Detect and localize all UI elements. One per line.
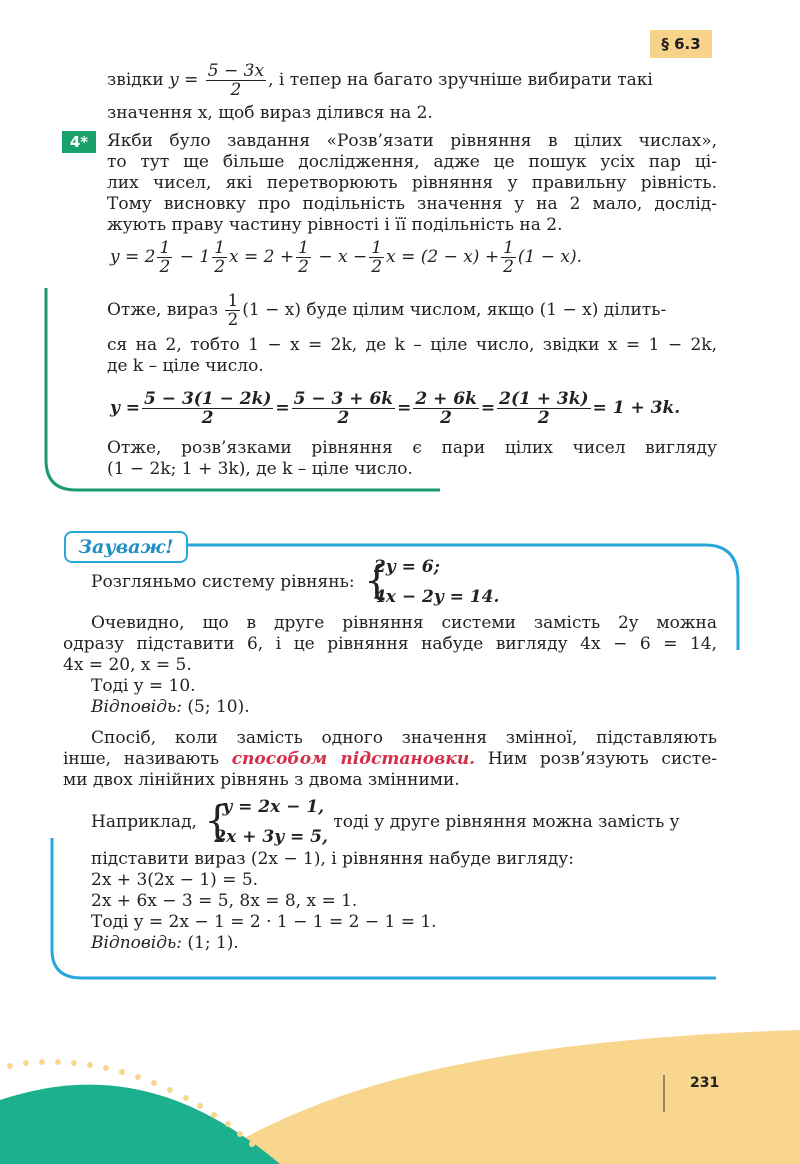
task-line-3: лих чисел, які перетворюють рівняння у правильну рівність. — [107, 173, 717, 193]
sol-text: Отже, вираз — [107, 300, 224, 320]
eq1-frac-2 — [212, 239, 227, 276]
eq1-frac-5 — [501, 239, 516, 276]
p2-text: інше, називають — [63, 749, 232, 769]
frac-num: 5 − 3x — [207, 61, 265, 81]
frac-den: 2 — [337, 408, 350, 428]
frac-den: 2 — [201, 408, 214, 428]
frac-den: 2 — [230, 80, 242, 100]
solution-line-1 — [107, 290, 666, 330]
eq2-equals: = — [275, 398, 290, 418]
note-p1-line-3: 4x = 20, x = 5. — [63, 655, 192, 675]
answer-label: Відповідь: — [91, 697, 182, 717]
eq2-tail: = 1 + 3k. — [592, 398, 681, 418]
eq1-part: x = (2 − x) + — [386, 247, 500, 267]
eq2-equals: = — [397, 398, 412, 418]
note-p1-line-1: Очевидно, що в друге рівняння системи замість 2y можна — [91, 613, 717, 633]
eq2-frac-1 — [142, 390, 273, 427]
sys1-eq2: 4x − 2y = 14. — [373, 587, 500, 607]
frac-den: 2 — [214, 257, 226, 277]
frac-num: 1 — [298, 238, 309, 258]
frac-num: 5 − 3(1 − 2k) — [144, 389, 272, 409]
sys2-eq1: y = 2x − 1, — [222, 797, 325, 817]
frac-den: 2 — [440, 408, 453, 428]
eq1-part: − 1 — [174, 247, 211, 267]
conclusion-line-1: Отже, розв’язками рівняння є пари цілих чисел вигляду — [107, 438, 717, 458]
eq2-frac-4 — [497, 390, 590, 427]
page-number: 231 — [690, 1075, 720, 1091]
intro-line-1 — [107, 62, 653, 99]
answer-value: (1; 1). — [181, 933, 239, 953]
intro-fraction — [206, 62, 266, 99]
eq2-equals: = — [480, 398, 496, 418]
note-p1-line-4: Тоді y = 10. — [91, 676, 196, 696]
section-badge: § 6.3 — [650, 30, 712, 58]
equation-2 — [110, 388, 680, 428]
note-p2-line-3: ми двох лінійних рівнянь з двома змінними. — [63, 770, 460, 790]
example-line-4: 2x + 6x − 3 = 5, 8x = 8, x = 1. — [91, 891, 358, 911]
eq1-frac-4 — [369, 239, 384, 276]
frac-num: 1 — [503, 238, 514, 258]
solution-line-3: де k – ціле число. — [107, 356, 264, 376]
footer-green-wave — [0, 1085, 280, 1164]
equation-1 — [110, 237, 582, 277]
example-line-5: Тоді y = 2x − 1 = 2 · 1 − 1 = 2 − 1 = 1. — [91, 912, 437, 932]
frac-num: 1 — [159, 238, 171, 258]
note-answer-2 — [91, 932, 239, 954]
answer-label: Відповідь: — [91, 933, 182, 953]
footer-yellow-wave — [200, 1030, 800, 1164]
eq2-part: y = — [110, 398, 141, 418]
eq2-frac-2 — [292, 390, 395, 427]
frac-num: 2 + 6k — [415, 389, 477, 409]
intro-text: звідки — [107, 70, 170, 90]
intro-eq: = — [178, 70, 204, 90]
ex-post: тоді у друге рівняння можна замість y — [333, 812, 680, 832]
system-2-brace — [204, 796, 328, 848]
system-1-brace — [364, 556, 499, 608]
frac-den: 2 — [537, 408, 550, 428]
task-line-5: жують праву частину рівності і її подільність на 2. — [107, 215, 563, 235]
frac-num: 1 — [227, 291, 239, 311]
eq1-part: y = 2 — [110, 247, 156, 267]
note-p2-line-1: Спосіб, коли замість одного значення змінної, підставляють — [91, 728, 717, 748]
conclusion-line-2: (1 − 2k; 1 + 3k), де k – ціле число. — [107, 459, 413, 479]
frac-den: 2 — [159, 257, 171, 277]
frac-num: 2(1 + 3k) — [499, 389, 589, 409]
sol-frac — [225, 292, 240, 329]
intro-text-post: , і тепер на багато зручніше вибирати такі — [268, 70, 653, 90]
sol-text-post: (1 − x) буде цілим числом, якщо (1 − x) ділить- — [242, 300, 667, 320]
note-title: Зауваж! — [64, 531, 188, 563]
ex-pre: Наприклад, — [91, 812, 197, 832]
eq1-frac-1 — [157, 239, 172, 276]
sys-intro: Розгляньмо систему рівнянь: — [91, 572, 355, 592]
eq1-part: − x − — [312, 247, 368, 267]
note-answer-1 — [91, 696, 250, 718]
p2-text-post: Ним розв’язують систе- — [475, 749, 718, 769]
brace-icon: { — [363, 558, 390, 604]
task-line-1: Якби було завдання «Розв’язати рівняння в цілих числах», — [107, 131, 717, 151]
example-system — [91, 796, 679, 848]
sys2-eq2: 2x + 3y = 5, — [214, 827, 328, 847]
eq2-frac-3 — [413, 390, 479, 427]
frac-den: 2 — [371, 257, 383, 277]
frac-den: 2 — [503, 257, 514, 277]
brace-icon: { — [204, 798, 230, 844]
frac-den: 2 — [227, 310, 239, 330]
frac-num: 1 — [214, 238, 226, 258]
frac-num: 5 − 3 + 6k — [293, 389, 394, 409]
task-line-4: Тому висновку про подільність значення y на 2 мало, дослід- — [107, 194, 717, 214]
note-p2-line-2 — [63, 748, 717, 770]
sys1-eq1: 2y = 6; — [373, 557, 440, 577]
task-line-2: то тут ще більше дослідження, адже це пошук усіх пар ці- — [107, 152, 717, 172]
frac-num: 1 — [371, 238, 383, 258]
eq1-part: (1 − x). — [517, 247, 583, 267]
eq1-part: x = 2 + — [229, 247, 295, 267]
note-p1-line-2: одразу підставити 6, і це рівняння набуде вигляду 4x − 6 = 14, — [63, 634, 717, 654]
term-highlight: способом підстановки. — [231, 749, 476, 769]
frac-den: 2 — [298, 257, 309, 277]
system-1 — [91, 556, 499, 608]
intro-var: y — [169, 70, 179, 90]
example-line-3: 2x + 3(2x − 1) = 5. — [91, 870, 259, 890]
eq1-frac-3 — [296, 239, 311, 276]
task-badge: 4* — [62, 131, 96, 153]
solution-line-2: ся на 2, тобто 1 − x = 2k, де k – ціле число, звідки x = 1 − 2k, — [107, 335, 717, 355]
answer-value: (5; 10). — [181, 697, 250, 717]
intro-line-2: значення x, щоб вираз ділився на 2. — [107, 103, 433, 123]
example-line-2: підставити вираз (2x − 1), і рівняння набуде вигляду: — [91, 849, 575, 869]
